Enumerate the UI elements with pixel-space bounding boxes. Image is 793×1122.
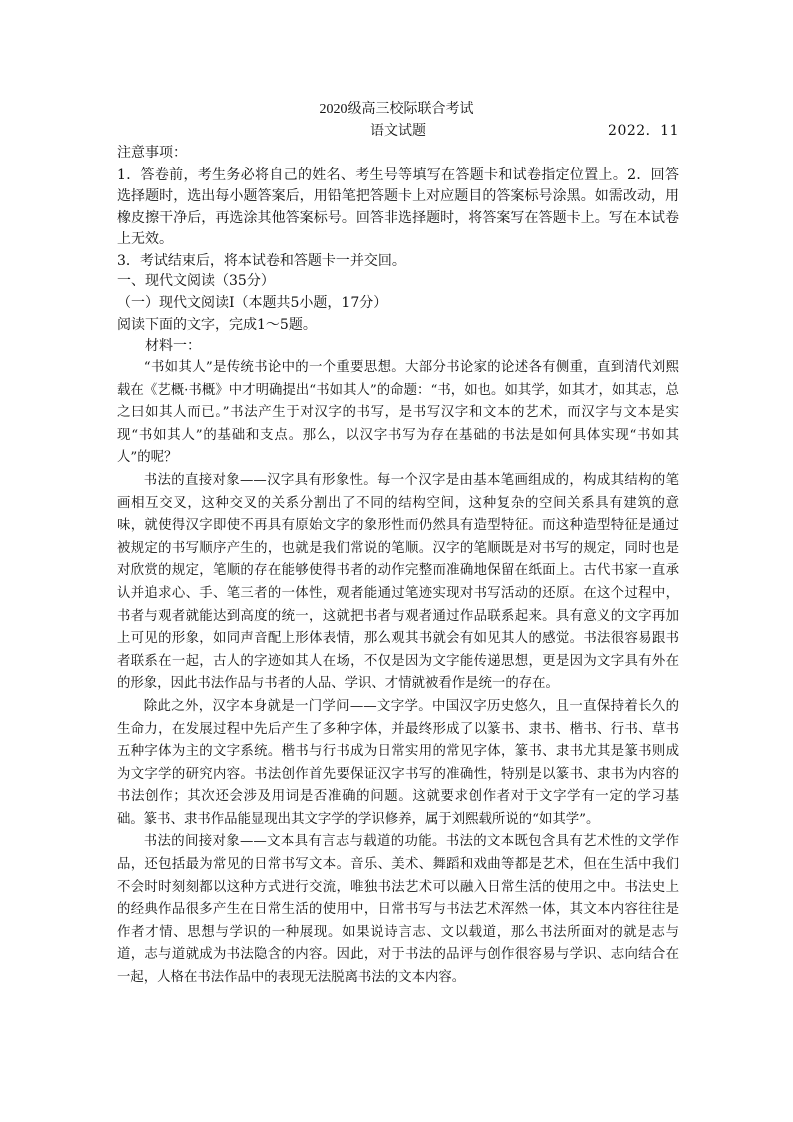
subject-title: 语文试题: [370, 123, 426, 139]
notices-block: [117, 143, 679, 273]
passage: [117, 357, 679, 990]
notice-item: 1．答卷前，考生务必将自己的姓名、考生号等填写在答题卡和试卷指定位置上。2．回答选择题时，选出每小题答案后，用铅笔把答题卡上对应题目的答案标号涂黑。如需改动，用橡皮擦干净后，再选涂其他答案标号。回答非选择题时，将答案写在答题卡上。写在本试卷上无效。: [117, 166, 679, 248]
passage-paragraph: 除此之外，汉字本身就是一门学问——文字学。中国汉字历史悠久，且一直保持着长久的生命力，在发展过程中先后产生了多种字体，并最终形成了以篆书、隶书、楷书、行书、草书五种字体为主的文字系统。楷书与行书成为日常实用的常见字体，篆书、隶书尤其是篆书则成为文字学的研究内容。书法创作首先要保证汉字书写的准确性，特别是以篆书、隶书为内容的书法创作；其次还会涉及用词是否准确的问题。这就要求创作者对于文字学有一定的学习基础。篆书、隶书作品能显现出其文字学的学识修养，属于刘熙载所说的“如其学”。: [117, 698, 679, 827]
passage-paragraph: 书法的间接对象——文本具有言志与载道的功能。书法的文本既包含具有艺术性的文学作品，还包括最为常见的日常书写文本。音乐、美术、舞蹈和戏曲等都是艺术，但在生活中我们不会时时刻刻都以这种方式进行交流，唯独书法艺术可以融入日常生活的使用之中。书法史上的经典作品很多产生在日常生活的使用中，日常书写与书法艺术浑然一体，其文本内容往往是作者才情、思想与学识的一种展现。如果说诗言志、文以载道，那么书法所面对的就是志与道，志与道就成为书法隐含的内容。因此，对于书法的品评与创作很容易与学识、志向结合在一起，人格在书法作品中的表现无法脱离书法的文本内容。: [117, 834, 679, 986]
notice-item: 3．考试结束后，将本试卷和答题卡一并交回。: [117, 252, 406, 269]
passage-paragraph: “书如其人”是传统书论中的一个重要思想。大部分书论家的论述各有侧重，直到清代刘熙载在《艺概·书概》中才明确提出“书如其人”的命题：“书，如也。如其学，如其才，如其志，总之曰如其人而已。”书法产生于对汉字的书写，是书写汉字和文本的艺术，而汉字与文本是实现“书如其人”的基础和支点。那么，以汉字书写为存在基础的书法是如何具体实现“书如其人”的呢？: [117, 360, 679, 466]
reading-instruction: 阅读下面的文字，完成1～5题。: [117, 317, 317, 333]
part-title: 一、现代文阅读（35分）: [117, 273, 275, 289]
subtitle-row: [117, 121, 679, 141]
exam-date: 2022．11: [608, 123, 679, 139]
notices-heading: 注意事项：: [117, 145, 187, 161]
subpart-title: （一）现代文阅读Ⅰ（本题共5小题，17分）: [117, 295, 388, 311]
passage-paragraph: 书法的直接对象——汉字具有形象性。每一个汉字是由基本笔画组成的，构成其结构的笔画相互交叉，这种交叉的关系分割出了不同的结构空间，这种复杂的空间关系具有建筑的意味，就使得汉字即使不再具有原始文字的象形性而仍然具有造型特征。而这种造型特征是通过被规定的书写顺序产生的，也就是我们常说的笔顺。汉字的笔顺既是对书写的规定，同时也是对欣赏的规定，笔顺的存在能够使得书者的动作完整而准确地保留在纸面上。古代书家一直承认并追求心、手、笔三者的一体性，观者能通过笔迹实现对书写活动的还原。在这个过程中，书者与观者就能达到高度的统一，这就把书者与观者通过作品联系起来。具有意义的文字再加上可见的形象，如同声音配上形体表情，那么观其书就会有如见其人的感觉。书法很容易跟书者联系在一起，古人的字迹如其人在场，不仅是因为文字能传递思想，更是因为文字具有外在的形象，因此书法作品与书者的人品、学识、才情就被看作是统一的存在。: [117, 472, 679, 692]
exam-title: 2020级高三校际联合考试: [319, 102, 474, 117]
material-label: 材料一：: [145, 338, 201, 354]
